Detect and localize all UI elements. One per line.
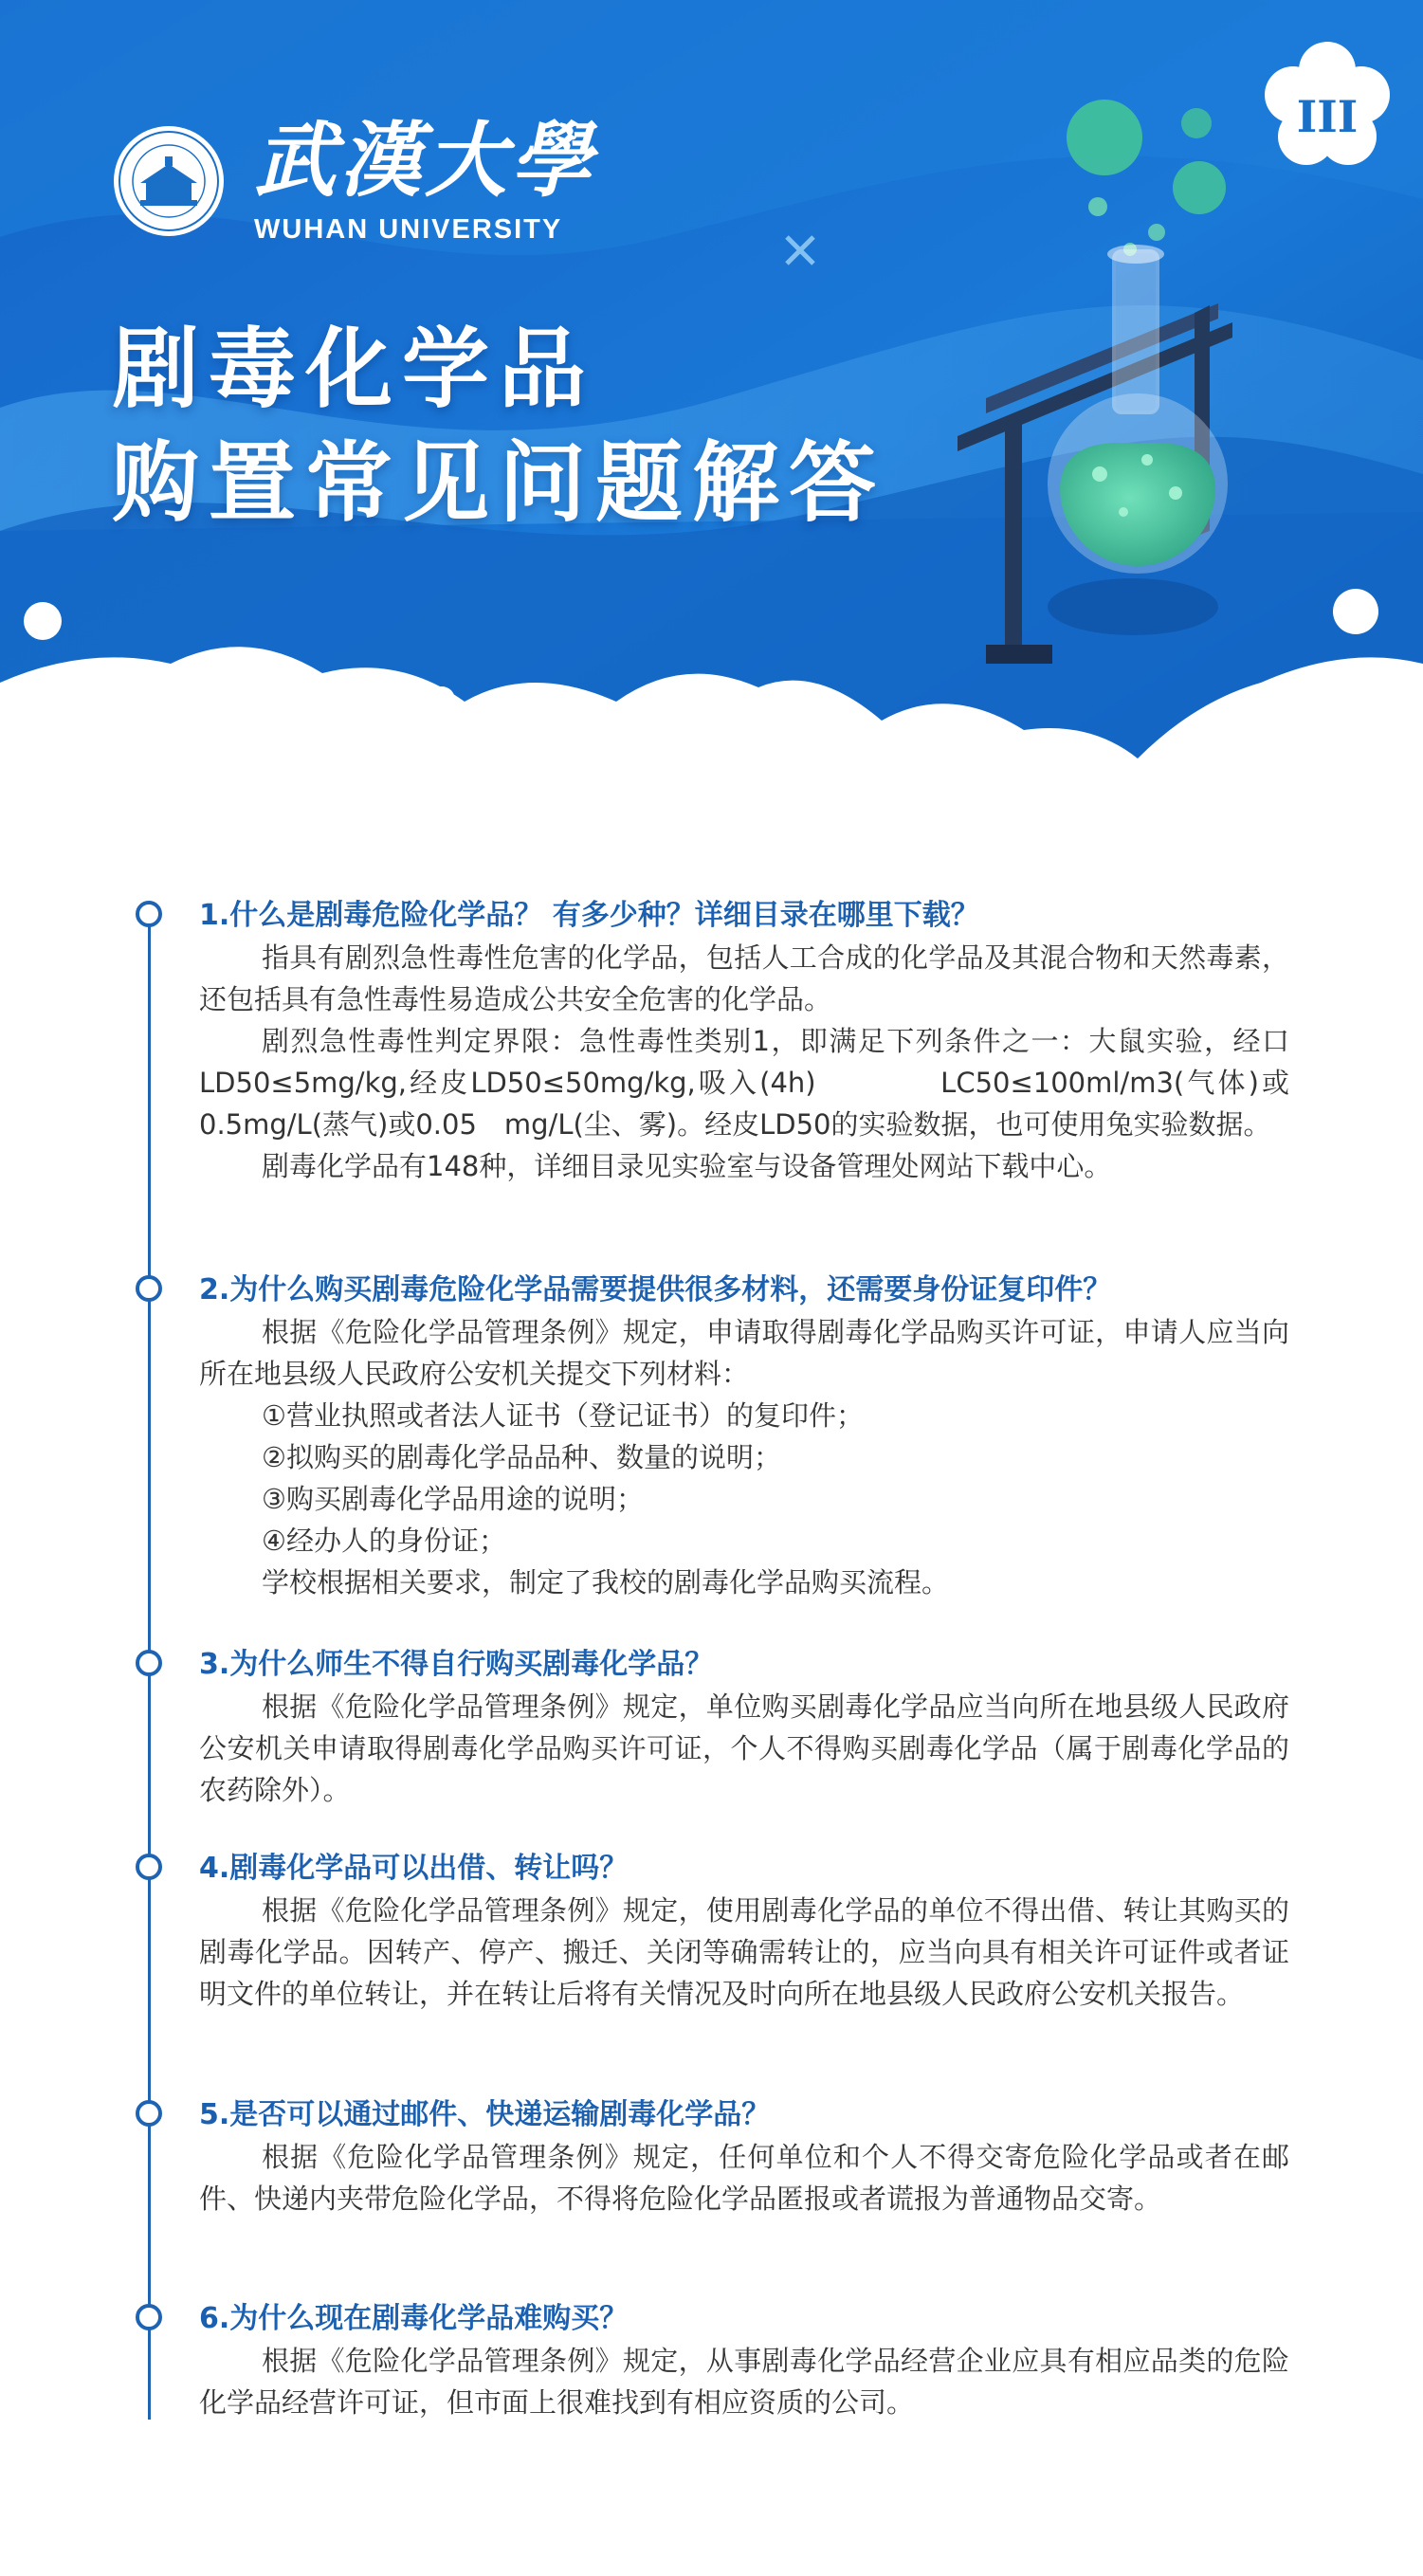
faq-paragraph: 根据《危险化学品管理条例》规定，从事剧毒化学品经营企业应具有相应品类的危险化学品经营许可证，但市面上很难找到有相应资质的公司。 bbox=[199, 2345, 1289, 2419]
title-line-2: 购置常见问题解答 bbox=[112, 432, 886, 534]
logo-chinese-name: 武漢大學 bbox=[254, 113, 595, 209]
logo-english-name: WUHAN UNIVERSITY bbox=[254, 214, 563, 245]
faq-paragraph: 剧毒化学品有148种，详细目录见实验室与设备管理处网站下载中心。 bbox=[262, 1150, 1112, 1182]
faq-paragraph: 根据《危险化学品管理条例》规定，任何单位和个人不得交寄危险化学品或者在邮件、快递内夹带危险化学品，不得将危险化学品匿报或者谎报为普通物品交寄。 bbox=[199, 2141, 1289, 2215]
timeline-dot bbox=[136, 901, 162, 927]
faq-list-item: 学校根据相关要求，制定了我校的剧毒化学品购买流程。 bbox=[262, 1566, 950, 1599]
faq-list-item: ④经办人的身份证； bbox=[262, 1525, 506, 1557]
faq-question: 2.为什么购买剧毒危险化学品需要提供很多材料，还需要身份证复印件？ bbox=[199, 1273, 1112, 1306]
faq-question: 6.为什么现在剧毒化学品难购买？ bbox=[199, 2302, 629, 2335]
faq-section-2 bbox=[199, 1270, 1289, 1603]
faq-question: 3.为什么师生不得自行购买剧毒化学品？ bbox=[199, 1648, 714, 1681]
faq-paragraph: 根据《危险化学品管理条例》规定，使用剧毒化学品的单位不得出借、转让其购买的剧毒化学品。因转产、停产、搬迁、关闭等确需转让的，应当向具有相关许可证件或者证明文件的单位转让，并在转让后将有关情况及时向所在地县级人民政府公安机关报告。 bbox=[199, 1894, 1289, 2010]
faq-paragraph: 根据《危险化学品管理条例》规定，单位购买剧毒化学品应当向所在地县级人民政府公安机关申请取得剧毒化学品购买许可证，个人不得购买剧毒化学品（属于剧毒化学品的农药除外）。 bbox=[199, 1690, 1289, 1806]
faq-section-3 bbox=[199, 1644, 1289, 1811]
faq-question: 4.剧毒化学品可以出借、转让吗？ bbox=[199, 1852, 629, 1885]
faq-question: 1.什么是剧毒危险化学品？ 有多少种？详细目录在哪里下载？ bbox=[199, 899, 979, 932]
faq-section-6 bbox=[199, 2298, 1289, 2423]
university-emblem-icon bbox=[112, 124, 226, 238]
timeline-dot bbox=[136, 1650, 162, 1676]
timeline-dot bbox=[136, 1275, 162, 1302]
page-title bbox=[112, 313, 885, 540]
faq-list-item: ②拟购买的剧毒化学品品种、数量的说明； bbox=[262, 1441, 781, 1473]
faq-section-1 bbox=[199, 895, 1289, 1187]
faq-section-5 bbox=[199, 2094, 1289, 2220]
faq-section-4 bbox=[199, 1848, 1289, 2015]
page-number-badge: III bbox=[1296, 91, 1359, 142]
faq-paragraph: 指具有剧烈急性毒性危害的化学品，包括人工合成的化学品及其混合物和天然毒素，还包括具有急性毒性易造成公共安全危害的化学品。 bbox=[199, 941, 1289, 1015]
faq-question: 5.是否可以通过邮件、快递运输剧毒化学品？ bbox=[199, 2098, 771, 2131]
faq-list-item: ③购买剧毒化学品用途的说明； bbox=[262, 1483, 644, 1515]
faq-paragraph: 剧烈急性毒性判定界限：急性毒性类别1，即满足下列条件之一：大鼠实验，经口LD50≤5mg/kg,经皮LD50≤50mg/kg,吸入(4h) LC50≤100ml/m3(气体)或0.5mg/L(蒸气)或0.05 mg/L(尘、雾)。经皮LD50的实验数据，也可使用兔实验数据。 bbox=[199, 1025, 1289, 1141]
university-logo bbox=[112, 113, 595, 246]
timeline-dot bbox=[136, 1854, 162, 1880]
timeline-dot bbox=[136, 2304, 162, 2330]
timeline-dot bbox=[136, 2100, 162, 2127]
faq-list-item: ①营业执照或者法人证书（登记证书）的复印件； bbox=[262, 1399, 864, 1432]
title-line-1: 剧毒化学品 bbox=[112, 319, 596, 420]
faq-paragraph: 根据《危险化学品管理条例》规定，申请取得剧毒化学品购买许可证，申请人应当向所在地县级人民政府公安机关提交下列材料： bbox=[199, 1316, 1289, 1390]
